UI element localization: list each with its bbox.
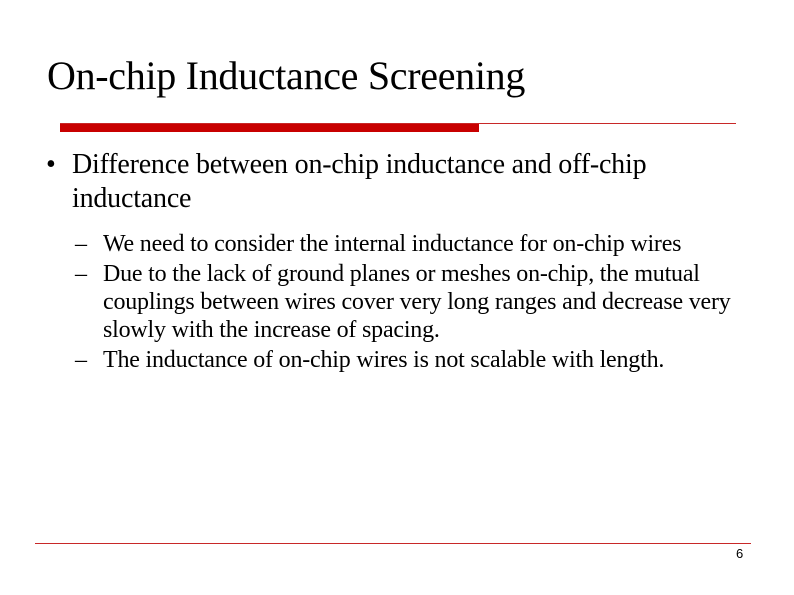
sub-bullet-marker: – bbox=[75, 347, 87, 373]
sub-bullet-item bbox=[75, 260, 766, 344]
title-accent-bar bbox=[60, 124, 479, 132]
sub-bullet-text: We need to consider the internal inductance for on-chip wires bbox=[103, 231, 682, 257]
sub-bullet-text: The inductance of on-chip wires is not scalable with length. bbox=[103, 347, 665, 373]
page-number: 6 bbox=[736, 546, 744, 561]
sub-bullet-list bbox=[75, 230, 766, 374]
footer-divider bbox=[35, 543, 751, 544]
bullet-text: Difference between on-chip inductance and off-chip inductance bbox=[72, 149, 647, 214]
sub-bullet-marker: – bbox=[75, 231, 87, 257]
sub-bullet-item bbox=[75, 230, 766, 258]
bullet-marker: • bbox=[46, 149, 56, 180]
slide-title: On-chip Inductance Screening bbox=[47, 53, 526, 98]
bullet-list bbox=[46, 148, 766, 376]
sub-bullet-item bbox=[75, 346, 766, 374]
sub-bullet-marker: – bbox=[75, 261, 87, 287]
sub-bullet-text: Due to the lack of ground planes or meshes on-chip, the mutual couplings between wires cover very long ranges and decrease very slowly with the increase of spacing. bbox=[103, 261, 731, 343]
bullet-item bbox=[46, 148, 766, 216]
